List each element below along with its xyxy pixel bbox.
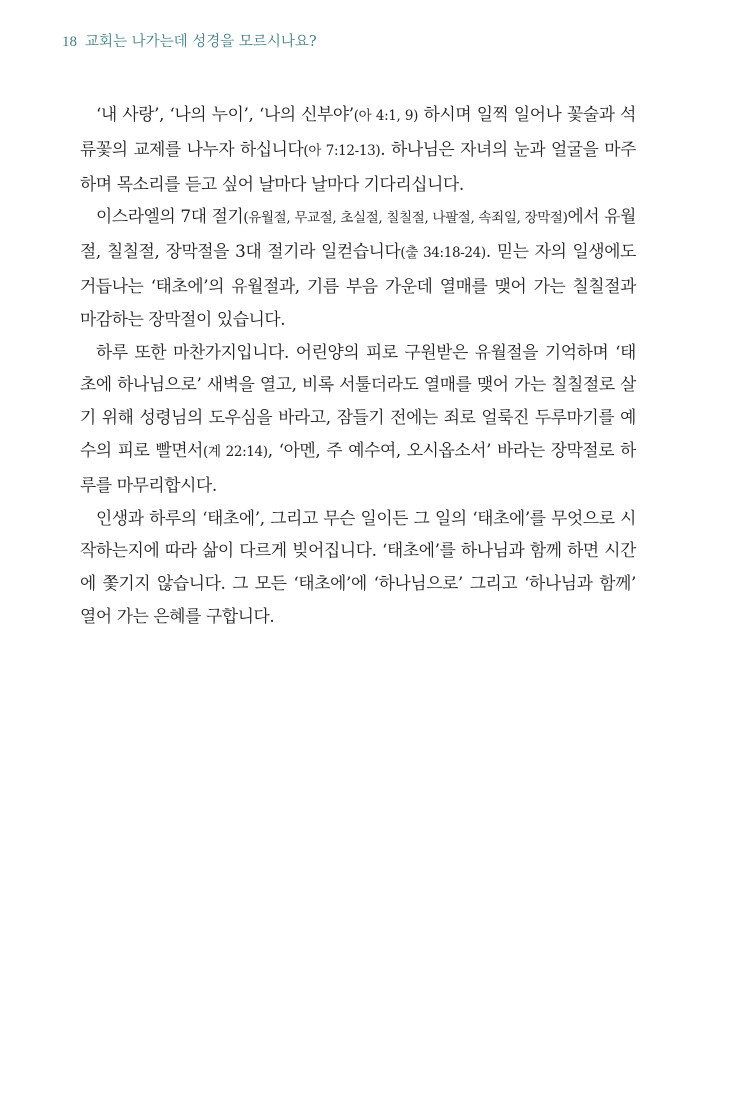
paragraph bbox=[80, 200, 636, 335]
scripture-reference: (아 7:12-13) bbox=[303, 142, 381, 159]
paragraph bbox=[80, 502, 636, 633]
page-number: 18 bbox=[62, 34, 77, 50]
text-run: . 믿는 자의 일생에도 거듭나는 ‘태초에’의 유월절과, 기름 부음 가운데 열매를 맺어 가는 칠칠절과 마감하는 장막절이 있습니다. bbox=[80, 241, 636, 329]
text-run: 이스라엘의 7대 절기 bbox=[96, 206, 244, 227]
text-run: 에서 유월절, 칠칠절, 장막절을 3대 절기라 일컫습니다 bbox=[80, 206, 637, 262]
body-text bbox=[80, 98, 636, 633]
text-run: 인생과 하루의 ‘태초에’, 그리고 무슨 일이든 그 일의 ‘태초에’를 무엇으로 시작하는지에 따라 삶이 다르게 빚어집니다. ‘태초에’를 하나님과 함께 하면 시간에 쫓기지 않습니다. 그 모든 ‘태초에’에 ‘하나님으로’ 그리고 ‘하나님과 함께’ 열어 가는 은혜를 구합니다. bbox=[80, 507, 636, 626]
scripture-reference: (유월절, 무교절, 초실절, 칠칠절, 나팔절, 속죄일, 장막절) bbox=[243, 210, 568, 227]
paragraph bbox=[80, 98, 636, 200]
text-run: 하루 또한 마찬가지입니다. 어린양의 피로 구원받은 유월절을 기억하며 ‘태초에 하나님으로’ 새벽을 열고, 비록 서툴더라도 열매를 맺어 가는 칠칠절로 살기 위해 성령님의 도우심을 바라고, 잠들기 전에는 죄로 얼룩진 두루마기를 예수의 피로 빨면서 bbox=[80, 341, 636, 460]
text-run: ‘내 사랑’, ‘나의 누이’, ‘나의 신부야’ bbox=[96, 104, 354, 124]
text-run: 하시며 일찍 일어나 꽃술과 석류꽃의 교제를 나누자 하십니다 bbox=[80, 104, 636, 159]
running-title: 교회는 나가는데 성경을 모르시나요? bbox=[85, 34, 317, 50]
paragraph bbox=[80, 336, 636, 502]
text-run: , ‘아멘, 주 예수여, 오시옵소서’ 바라는 장막절로 하루를 마무리합시다. bbox=[80, 439, 637, 495]
running-header bbox=[62, 30, 317, 51]
scripture-reference: (계 22:14) bbox=[203, 443, 268, 460]
text-run: . 하나님은 자녀의 눈과 얼굴을 마주하며 목소리를 듣고 싶어 날마다 날마다 기다리십니다. bbox=[80, 138, 636, 194]
scripture-reference: (출 34:18-24) bbox=[400, 245, 486, 262]
scripture-reference: (아 4:1, 9) bbox=[353, 108, 419, 124]
